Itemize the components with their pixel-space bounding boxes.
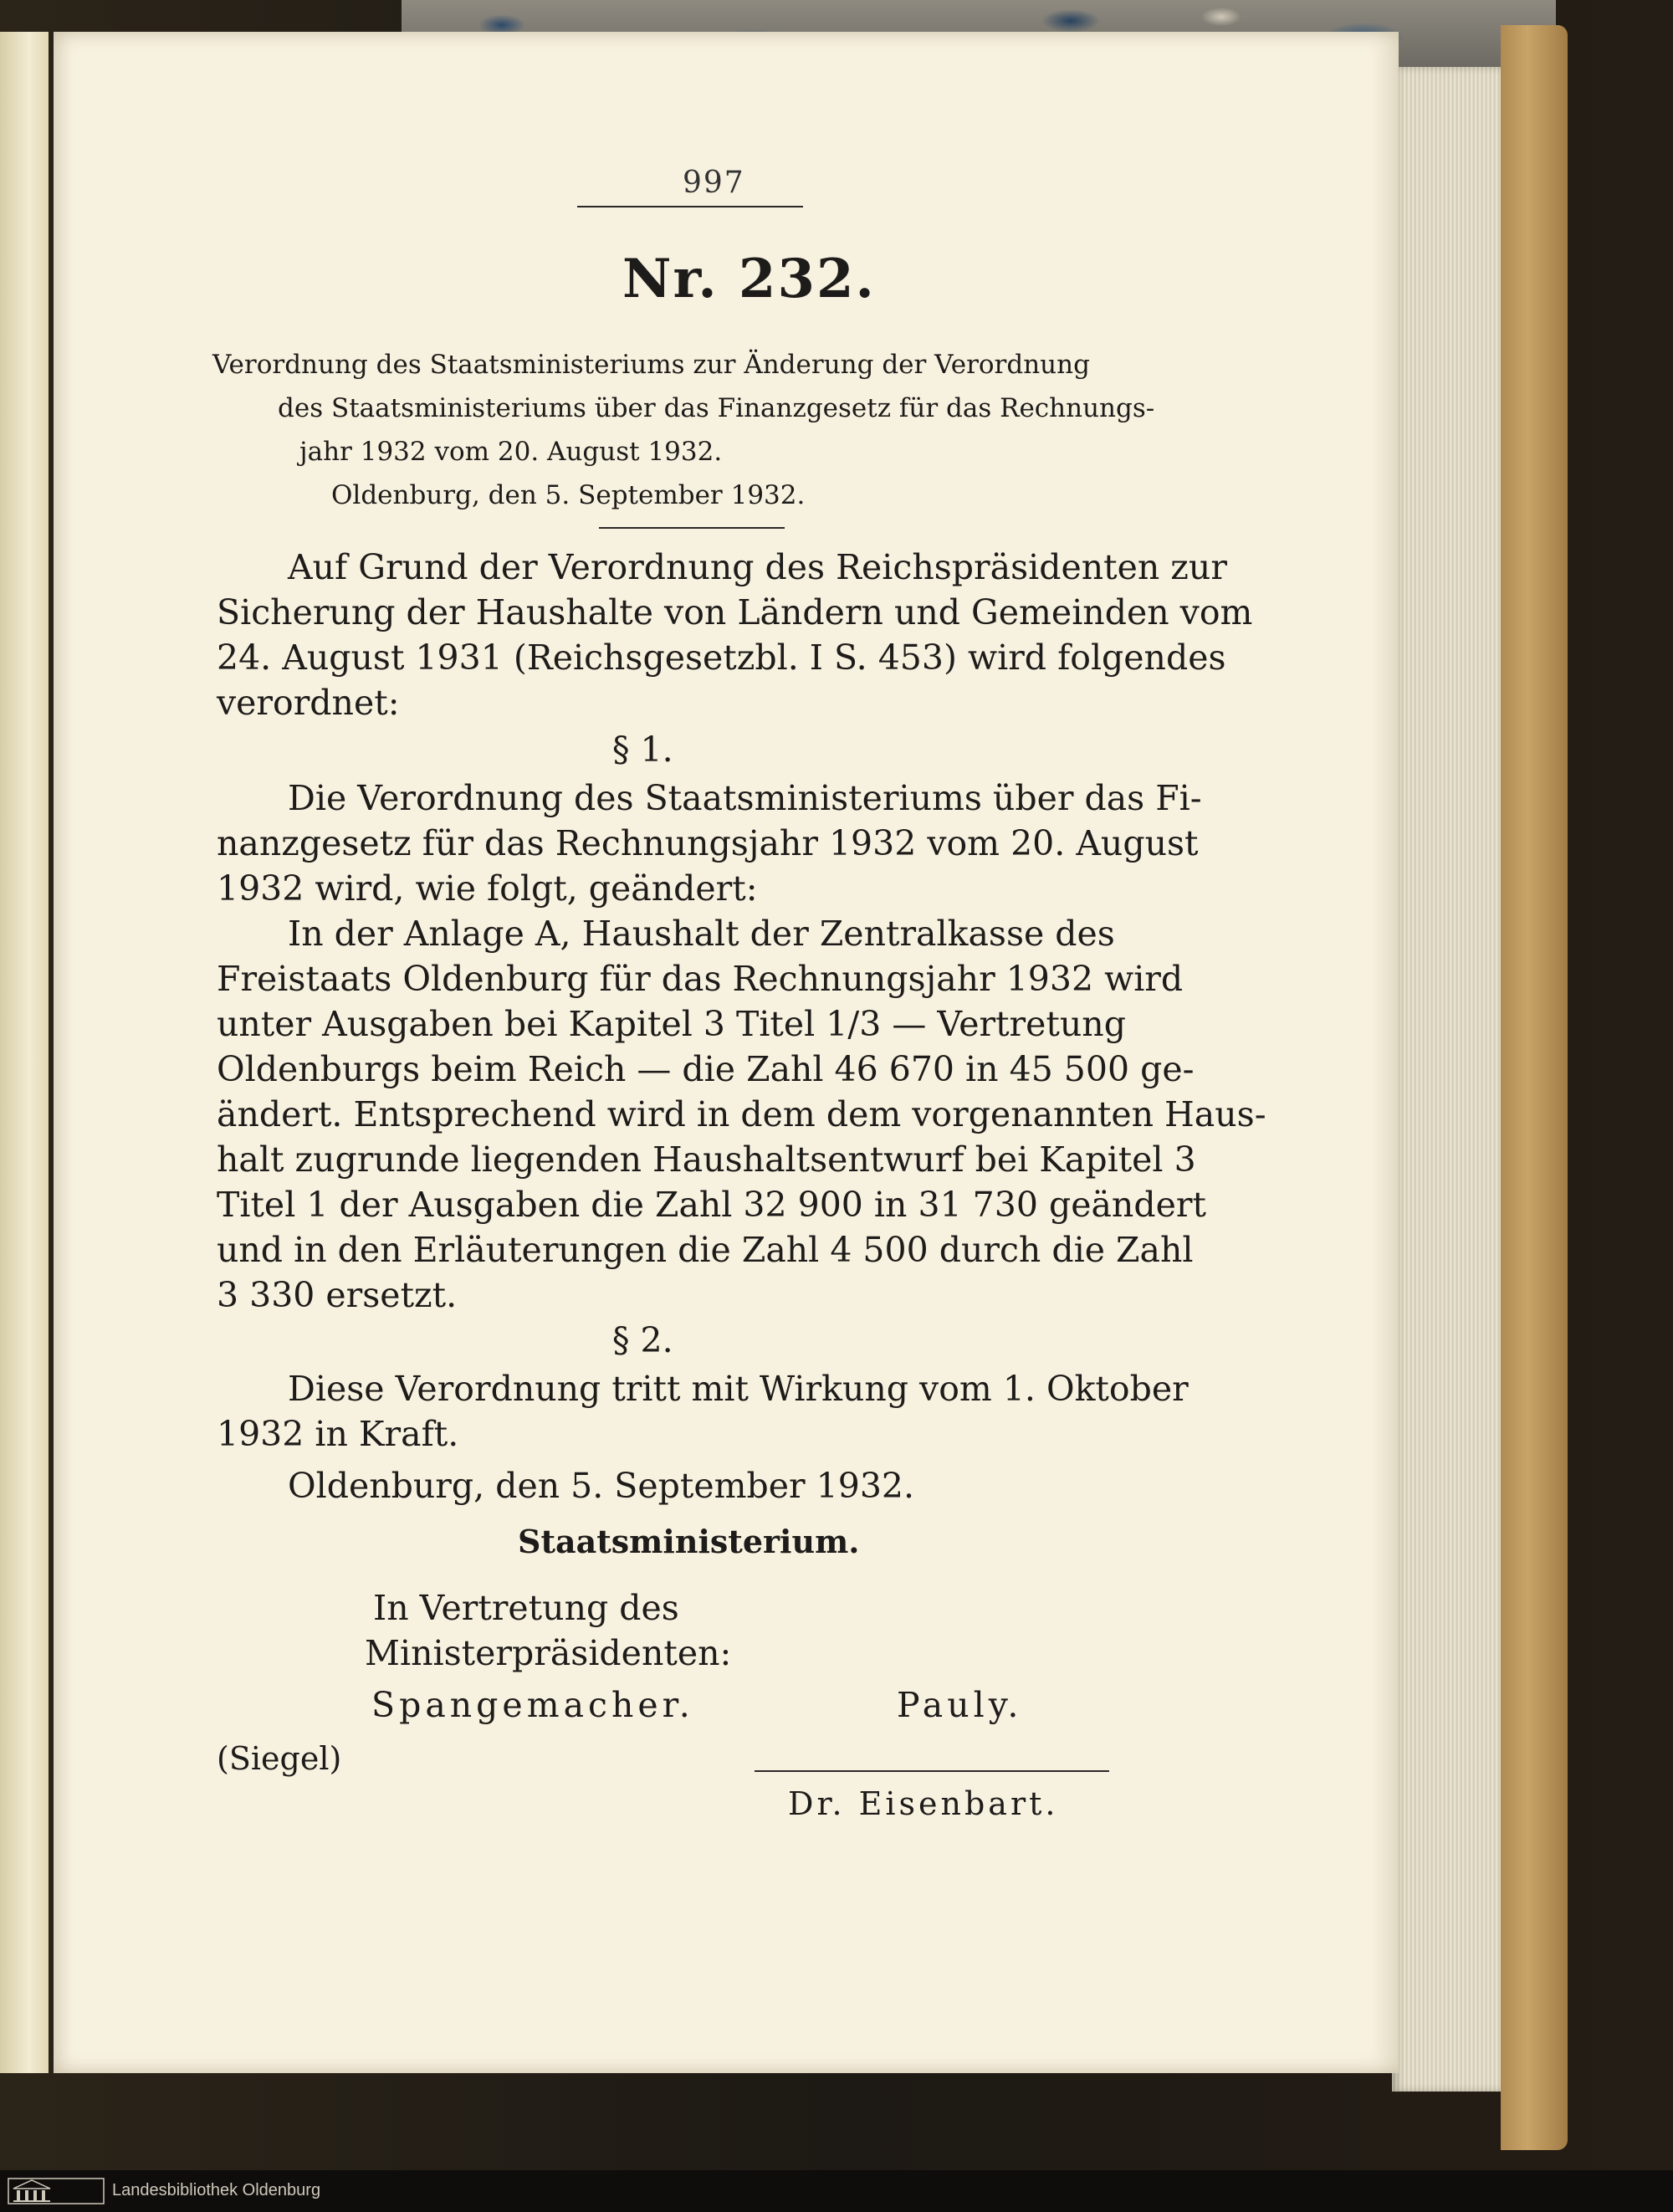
section2-line: Diese Verordnung tritt mit Wirkung vom 1. Oktober	[288, 1369, 1189, 1409]
intro-line: Auf Grund der Verordnung des Reichspräsidenten zur	[288, 547, 1227, 587]
section1-line: Titel 1 der Ausgaben die Zahl 32 900 in 31 730 geändert	[217, 1185, 1206, 1225]
subtitle-line: jahr 1932 vom 20. August 1932.	[299, 437, 723, 467]
header-rule	[577, 206, 803, 207]
footer-label: Landesbibliothek Oldenburg	[112, 2181, 321, 2199]
section1-line: 1932 wird, wie folgt, geändert:	[217, 868, 758, 909]
signature-line: In Vertretung des	[373, 1588, 679, 1628]
left-page-edge	[0, 32, 49, 2073]
section2-line: 1932 in Kraft.	[217, 1414, 459, 1454]
signer-right: Pauly.	[897, 1685, 1023, 1725]
section1-line: In der Anlage A, Haushalt der Zentralkasse des	[288, 914, 1115, 954]
library-logo-icon	[7, 2175, 105, 2207]
intro-line: 24. August 1931 (Reichsgesetzbl. I S. 453) wird folgendes	[217, 637, 1226, 678]
section1-line: unter Ausgaben bei Kapitel 3 Titel 1/3 — Vertretung	[217, 1004, 1126, 1044]
place-date-top: Oldenburg, den 5. September 1932.	[331, 480, 806, 510]
section1-line: Die Verordnung des Staatsministeriums über das Fi-	[288, 778, 1202, 818]
section1-line: Freistaats Oldenburg für das Rechnungsjahr 1932 wird	[217, 959, 1184, 999]
intro-line: Sicherung der Haushalte von Ländern und Gemeinden vom	[217, 592, 1253, 632]
section1-line: halt zugrunde liegenden Haushaltsentwurf bei Kapitel 3	[217, 1139, 1196, 1180]
signature-line: Ministerpräsidenten:	[365, 1633, 732, 1673]
signer-bottom: Dr. Eisenbart.	[788, 1785, 1059, 1822]
section1-line: Oldenburgs beim Reich — die Zahl 46 670 in 45 500 ge-	[217, 1049, 1195, 1089]
section-heading: § 2.	[612, 1320, 673, 1360]
place-date-bottom: Oldenburg, den 5. September 1932.	[288, 1466, 915, 1506]
document-heading: Nr. 232.	[622, 248, 876, 310]
subtitle-line: des Staatsministeriums über das Finanzgesetz für das Rechnungs-	[278, 393, 1155, 423]
intro-line: verordnet:	[217, 683, 400, 723]
section1-line: ändert. Entsprechend wird in dem dem vorgenannten Haus-	[217, 1094, 1266, 1134]
section1-line: und in den Erläuterungen die Zahl 4 500 durch die Zahl	[217, 1230, 1194, 1270]
seal-label: (Siegel)	[217, 1740, 342, 1777]
section1-line: nanzgesetz für das Rechnungsjahr 1932 vom 20. August	[217, 823, 1199, 863]
title-rule	[599, 527, 785, 529]
subtitle-line: Verordnung des Staatsministeriums zur Änderung der Verordnung	[212, 350, 1090, 380]
signer-left: Spangemacher.	[371, 1685, 694, 1725]
document-page	[54, 32, 1399, 2073]
page-stack-edge	[1392, 67, 1501, 2092]
book-cover-edge	[1501, 25, 1568, 2150]
signature-rule	[755, 1770, 1109, 1772]
ministry-name: Staatsministerium.	[518, 1523, 860, 1560]
page-number: 997	[683, 166, 745, 200]
section-heading: § 1.	[612, 730, 673, 770]
section1-line: 3 330 ersetzt.	[217, 1275, 458, 1315]
